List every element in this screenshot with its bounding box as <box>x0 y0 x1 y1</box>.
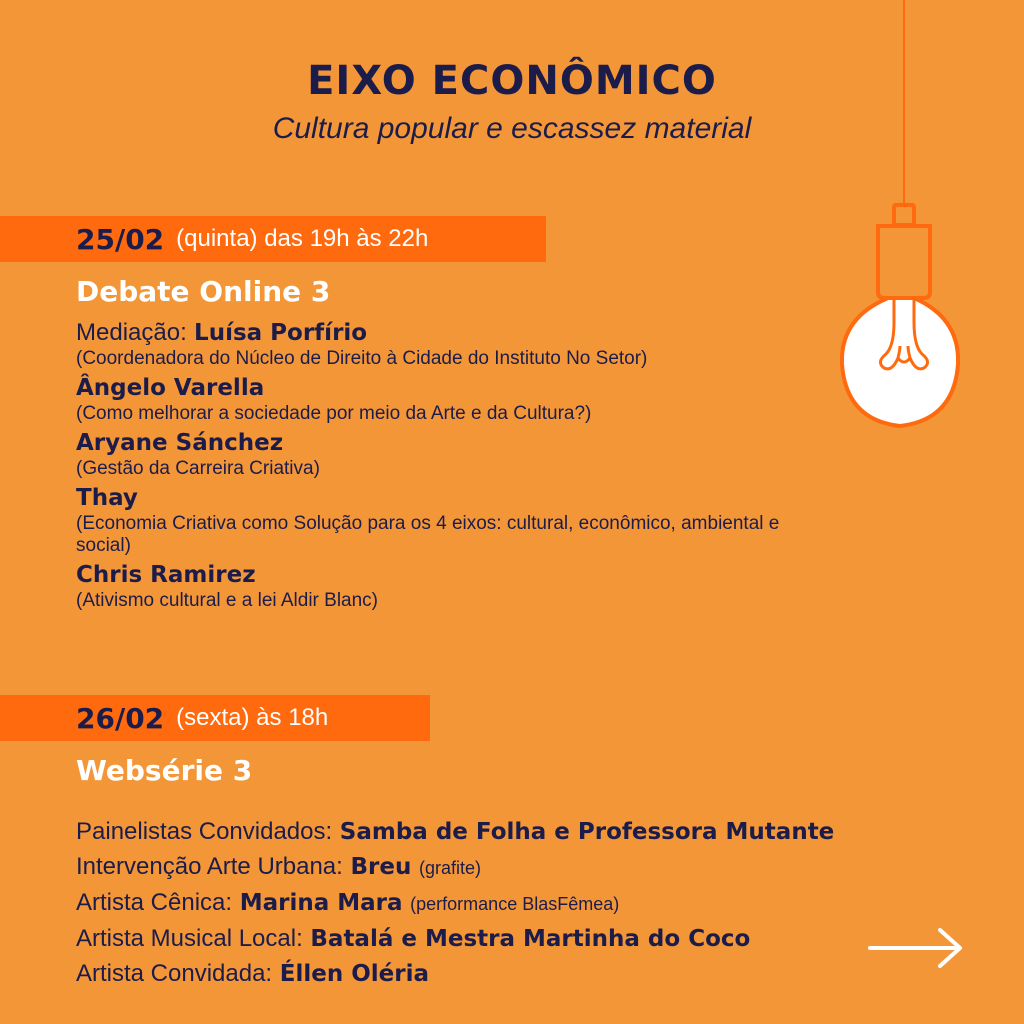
event1-time: (quinta) das 19h às 22h <box>176 225 429 252</box>
guest-row <box>76 956 976 991</box>
event2-time: (sexta) às 18h <box>176 704 329 731</box>
speaker-name: Luísa Porfírio <box>194 320 368 346</box>
speaker-name: Aryane Sánchez <box>76 430 284 456</box>
guest-name: Breu <box>350 854 412 880</box>
guest-role: Intervenção Arte Urbana: <box>76 853 343 880</box>
guest-role: Painelistas Convidados: <box>76 818 333 845</box>
guest-row <box>76 849 976 885</box>
event1-title: Debate Online 3 <box>76 275 331 308</box>
page-subtitle: Cultura popular e escassez material <box>272 112 752 145</box>
guest-role: Artista Cênica: <box>76 889 233 916</box>
lightbulb-icon <box>830 0 970 440</box>
guest-list <box>76 814 976 991</box>
speaker-desc: (Gestão da Carreira Criativa) <box>76 458 320 479</box>
event2-date-band <box>0 695 430 741</box>
event2-title: Websérie 3 <box>76 754 253 787</box>
speaker-item <box>76 374 836 425</box>
speaker-name: Chris Ramirez <box>76 562 256 588</box>
page-title: EIXO ECONÔMICO <box>307 58 717 104</box>
speaker-desc: (Como melhorar a sociedade por meio da Arte e da Cultura?) <box>76 403 592 424</box>
speaker-desc: (Economia Criativa como Solução para os 4 eixos: cultural, econômico, ambiental e social) <box>76 513 780 556</box>
event2-date: 26/02 <box>76 701 165 735</box>
arrow-right-icon[interactable] <box>868 926 964 970</box>
speaker-item <box>76 429 836 480</box>
speaker-desc: (Ativismo cultural e a lei Aldir Blanc) <box>76 590 378 611</box>
guest-row <box>76 885 976 921</box>
speaker-item <box>76 561 836 612</box>
speaker-item <box>76 484 836 557</box>
guest-row <box>76 814 976 849</box>
speaker-desc: (Coordenadora do Núcleo de Direito à Cidade do Instituto No Setor) <box>76 348 648 369</box>
guest-name: Samba de Folha e Professora Mutante <box>339 819 835 845</box>
guest-note: (grafite) <box>418 858 481 878</box>
event1-date: 25/02 <box>76 222 165 256</box>
speaker-name: Thay <box>76 485 138 511</box>
speaker-item <box>76 318 836 370</box>
guest-role: Artista Musical Local: <box>76 925 303 952</box>
guest-name: Marina Mara <box>239 890 403 916</box>
event1-date-band <box>0 216 546 262</box>
guest-name: Batalá e Mestra Martinha do Coco <box>310 926 751 952</box>
guest-role: Artista Convidada: <box>76 960 273 987</box>
guest-row <box>76 921 976 956</box>
speaker-list <box>76 318 836 616</box>
mediation-label: Mediação: <box>76 319 187 346</box>
speaker-name: Ângelo Varella <box>76 375 265 401</box>
guest-note: (performance BlasFêmea) <box>410 894 620 914</box>
guest-name: Éllen Oléria <box>279 961 429 987</box>
